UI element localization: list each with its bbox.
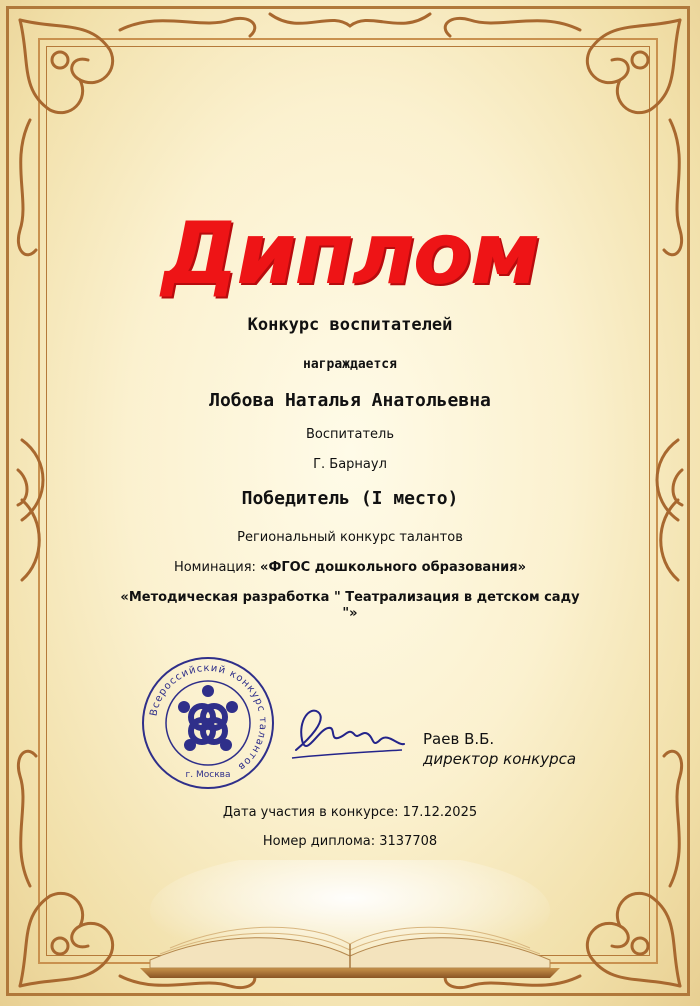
- seal-text: Всероссийский конкурс талантов: [148, 662, 269, 773]
- awarded-label: награждается: [303, 357, 397, 372]
- recipient-name: Лобова Наталья Анатольевна: [209, 390, 491, 411]
- diploma-number: Номер диплома: 3137708: [262, 834, 438, 849]
- director-name: Раев В.Б.: [423, 730, 495, 748]
- competition-name: Региональный конкурс талантов: [237, 530, 463, 545]
- diploma-title: Диплом: [161, 204, 539, 304]
- participation-date: Дата участия в конкурсе: 17.12.2025: [222, 805, 478, 820]
- recipient-position: Воспитатель: [305, 427, 395, 442]
- nomination-value: «ФГОС дошкольного образования»: [260, 560, 527, 575]
- contest-seal: [140, 655, 276, 791]
- nomination-label: Номинация:: [173, 560, 256, 575]
- recipient-city: Г. Барнаул: [313, 457, 387, 472]
- contest-name: Конкурс воспитателей: [247, 315, 453, 335]
- work-title: «Методическая разработка " Театрализация в детском саду "»: [120, 590, 580, 621]
- seal-city: г. Москва: [185, 770, 231, 780]
- award-place: Победитель (I место): [241, 488, 459, 509]
- open-book-icon: [120, 860, 580, 980]
- director-signature: [288, 700, 408, 770]
- director-title: директор конкурса: [423, 750, 577, 768]
- nomination-line: [0, 560, 700, 575]
